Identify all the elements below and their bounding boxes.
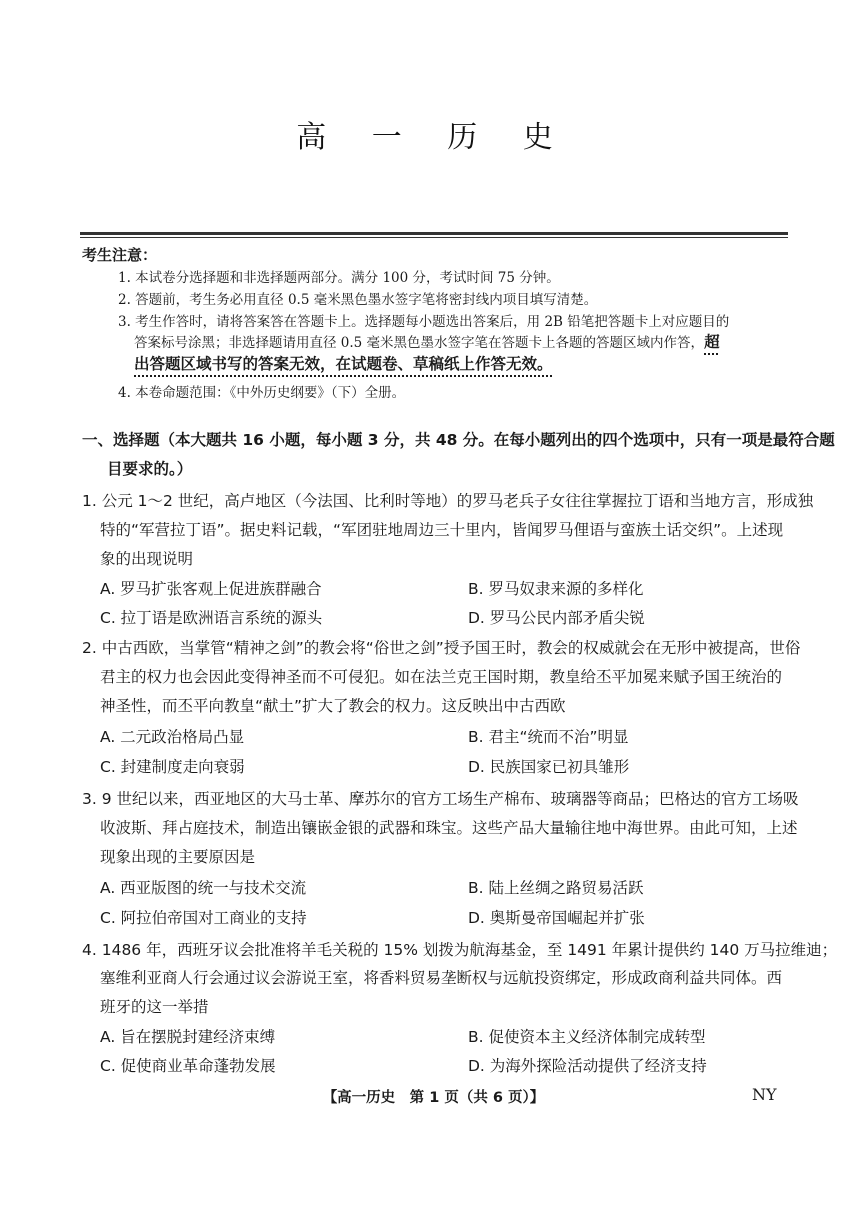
notice-line-3b-text: 答案标号涂黑；非选择题请用直径 0.5 毫米黑色墨水签字笔在答题卡上各题的答题区域内作答， [134,335,705,351]
q2-option-d[interactable]: D. 民族国家已初具雏形 [468,758,630,776]
q4-option-c[interactable]: C. 促使商业革命蓬勃发展 [100,1057,276,1075]
notice-line-3b-emphasis: 超 [704,333,720,351]
page-title: 高 一 历 史 [296,120,571,155]
q4-line-2: 塞维利亚商人行会通过议会游说王室，将香料贸易垄断权与远航投资绑定，形成政商利益共同体。西 [100,969,783,987]
notice-line-4: 4. 本卷命题范围：《中外历史纲要》（下）全册。 [118,385,406,401]
q4-line-1: 4. 1486 年，西班牙议会批准将羊毛关税的 15% 划拨为航海基金，至 1491 年累计提供约 140 万马拉维迪； [82,941,838,959]
q2-option-b[interactable]: B. 君主“统而不治”明显 [468,728,629,746]
q4-option-b[interactable]: B. 促使资本主义经济体制完成转型 [468,1028,706,1046]
q3-line-1: 3. 9 世纪以来，西亚地区的大马士革、摩苏尔的官方工场生产棉布、玻璃器等商品；巴格达的官方工场吸 [82,790,799,808]
q1-option-c[interactable]: C. 拉丁语是欧洲语言系统的源头 [100,609,323,627]
notice-line-3b [134,330,720,352]
q3-option-b[interactable]: B. 陆上丝绸之路贸易活跃 [468,879,644,897]
q3-option-d[interactable]: D. 奥斯曼帝国崛起并扩张 [468,909,645,927]
section-heading-line-2: 目要求的。） [107,460,193,478]
q1-option-a[interactable]: A. 罗马扩张客观上促进族群融合 [100,580,322,598]
notice-line-3a: 3. 考生作答时，请将答案答在答题卡上。选择题每小题选出答案后，用 2B 铅笔把答题卡上对应题目的 [118,314,730,330]
q4-option-d[interactable]: D. 为海外探险活动提供了经济支持 [468,1057,707,1075]
q1-line-3: 象的出现说明 [100,550,194,568]
q2-option-a[interactable]: A. 二元政治格局凸显 [100,728,245,746]
q2-line-3: 神圣性，而丕平向教皇“献土”扩大了教会的权力。这反映出中古西欧 [100,697,566,715]
section-heading-line-1: 一、选择题（本大题共 16 小题，每小题 3 分，共 48 分。在每小题列出的四个选项中，只有一项是最符合题 [82,431,835,449]
q3-option-c[interactable]: C. 阿拉伯帝国对工商业的支持 [100,909,307,927]
q1-line-2: 特的“军营拉丁语”。据史料记载，“军团驻地周边三十里内，皆闻罗马俚语与蛮族土话交织”。上述现 [100,521,784,539]
q2-line-1: 2. 中古西欧，当掌管“精神之剑”的教会将“俗世之剑”授予国王时，教会的权威就会在无形中被提高，世俗 [82,639,801,657]
header-rule-thick [80,232,788,235]
q1-option-b[interactable]: B. 罗马奴隶来源的多样化 [468,580,644,598]
q1-option-d[interactable]: D. 罗马公民内部矛盾尖锐 [468,609,645,627]
q2-option-c[interactable]: C. 封建制度走向衰弱 [100,758,245,776]
q1-line-1: 1. 公元 1～2 世纪，高卢地区（今法国、比利时等地）的罗马老兵子女往往掌握拉丁语和当地方言，形成独 [82,492,814,510]
q3-line-2: 收波斯、拜占庭技术，制造出镶嵌金银的武器和珠宝。这些产品大量输往地中海世界。由此可知，上述 [100,819,798,837]
paper-code: NY [752,1085,777,1104]
q3-option-a[interactable]: A. 西亚版图的统一与技术交流 [100,879,307,897]
page-footer: 【高一历史 第 1 页（共 6 页）】 [322,1090,545,1106]
notice-line-1: 1. 本试卷分选择题和非选择题两部分。满分 100 分，考试时间 75 分钟。 [118,270,560,286]
notice-line-2: 2. 答题前，考生务必用直径 0.5 毫米黑色墨水签字笔将密封线内项目填写清楚。 [118,292,598,308]
header-rule-thin [80,237,788,238]
q2-line-2: 君主的权力也会因此变得神圣而不可侵犯。如在法兰克王国时期，教皇给丕平加冕来赋予国王统治的 [100,668,783,686]
notice-line-3c: 出答题区域书写的答案无效，在试题卷、草稿纸上作答无效。 [134,355,553,373]
q4-line-3: 班牙的这一举措 [100,998,209,1016]
q4-option-a[interactable]: A. 旨在摆脱封建经济束缚 [100,1028,276,1046]
q3-line-3: 现象出现的主要原因是 [100,848,256,866]
notice-heading: 考生注意： [82,246,158,264]
